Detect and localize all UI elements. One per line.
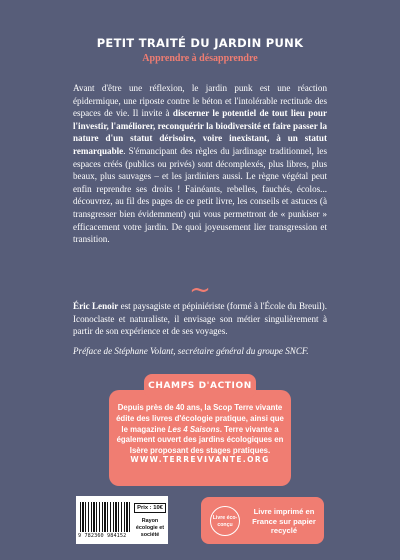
publisher-url-link[interactable]: WWW.TERREVIVANTE.ORG (130, 455, 270, 464)
blurb-rest: . S'émancipant des règles du jardinage traditionnel, les espaces créés (publics ou privés) sont décomplexés, plus libres, plus beaux, plus sauvages – et les jardiniers aussi. Le règne végétal peut enfin reprendre ses droits ! Fainéants, rebelles, fauchés, écolos... découvrez, au fil des pages de ce petit livre, les conseils et astuces (à transgresser bien évidemment) qui vous permettront de « punkiser » efficacement votre jardin. De quoi joyeusement lier transgression et transition. (73, 145, 327, 245)
blurb-highlight: discerner le potentiel de tout lieu pour l'investir, l'améliorer, reconquérir la biodiversité et faire passer la nature d'un statut dérisoire, voire inexistant, à un statut remarquable (73, 108, 327, 156)
preface-note: Préface de Stéphane Volant, secrétaire général du groupe SNCF. (73, 346, 309, 356)
barcode-icon (80, 502, 132, 532)
eco-design-badge-icon: Livre éco-conçu (210, 506, 240, 536)
isbn-digits: 9 782360 984152 (78, 533, 127, 539)
publisher-panel-header: CHAMPS D'ACTION (144, 374, 256, 398)
publisher-text-before: Depuis près de 40 ans, la Scop Terre vivante édite des livres d'écologie pratique, ainsi que le magazine (116, 403, 284, 434)
publisher-text-after: . Terre vivante a également ouvert des jardins écologiques en Isère proposant des stages pratiques. (116, 424, 284, 456)
magazine-title: Les 4 Saisons (167, 424, 220, 434)
separator-tilde: ~ (189, 275, 211, 305)
publisher-panel-text (114, 403, 286, 457)
blurb-intro: Avant d'être une réflexion, le jardin punk est une réaction épidermique, une riposte contre le béton et l'intolérable rectitude des espaces de vie. Il invite à (73, 83, 327, 119)
shelf-category: Rayon écologie et société (135, 518, 165, 538)
price-label: Prix : 10€ (134, 503, 166, 513)
back-cover-blurb (73, 82, 327, 246)
book-title: PETIT TRAITÉ DU JARDIN PUNK (96, 36, 304, 50)
barcode-box (76, 496, 168, 544)
author-name: Éric Lenoir (73, 301, 119, 311)
author-bio (73, 300, 327, 338)
author-bio-text: est paysagiste et pépiniériste (formé à l'École du Breuil). Iconoclaste et naturaliste, il envisage son métier singulièrement à partir de son expérience et de ses voyages. (73, 301, 327, 337)
eco-label-text: Livre imprimé en France sur papier recyclé (252, 507, 316, 536)
book-subtitle: Apprendre à désapprendre (142, 53, 258, 64)
